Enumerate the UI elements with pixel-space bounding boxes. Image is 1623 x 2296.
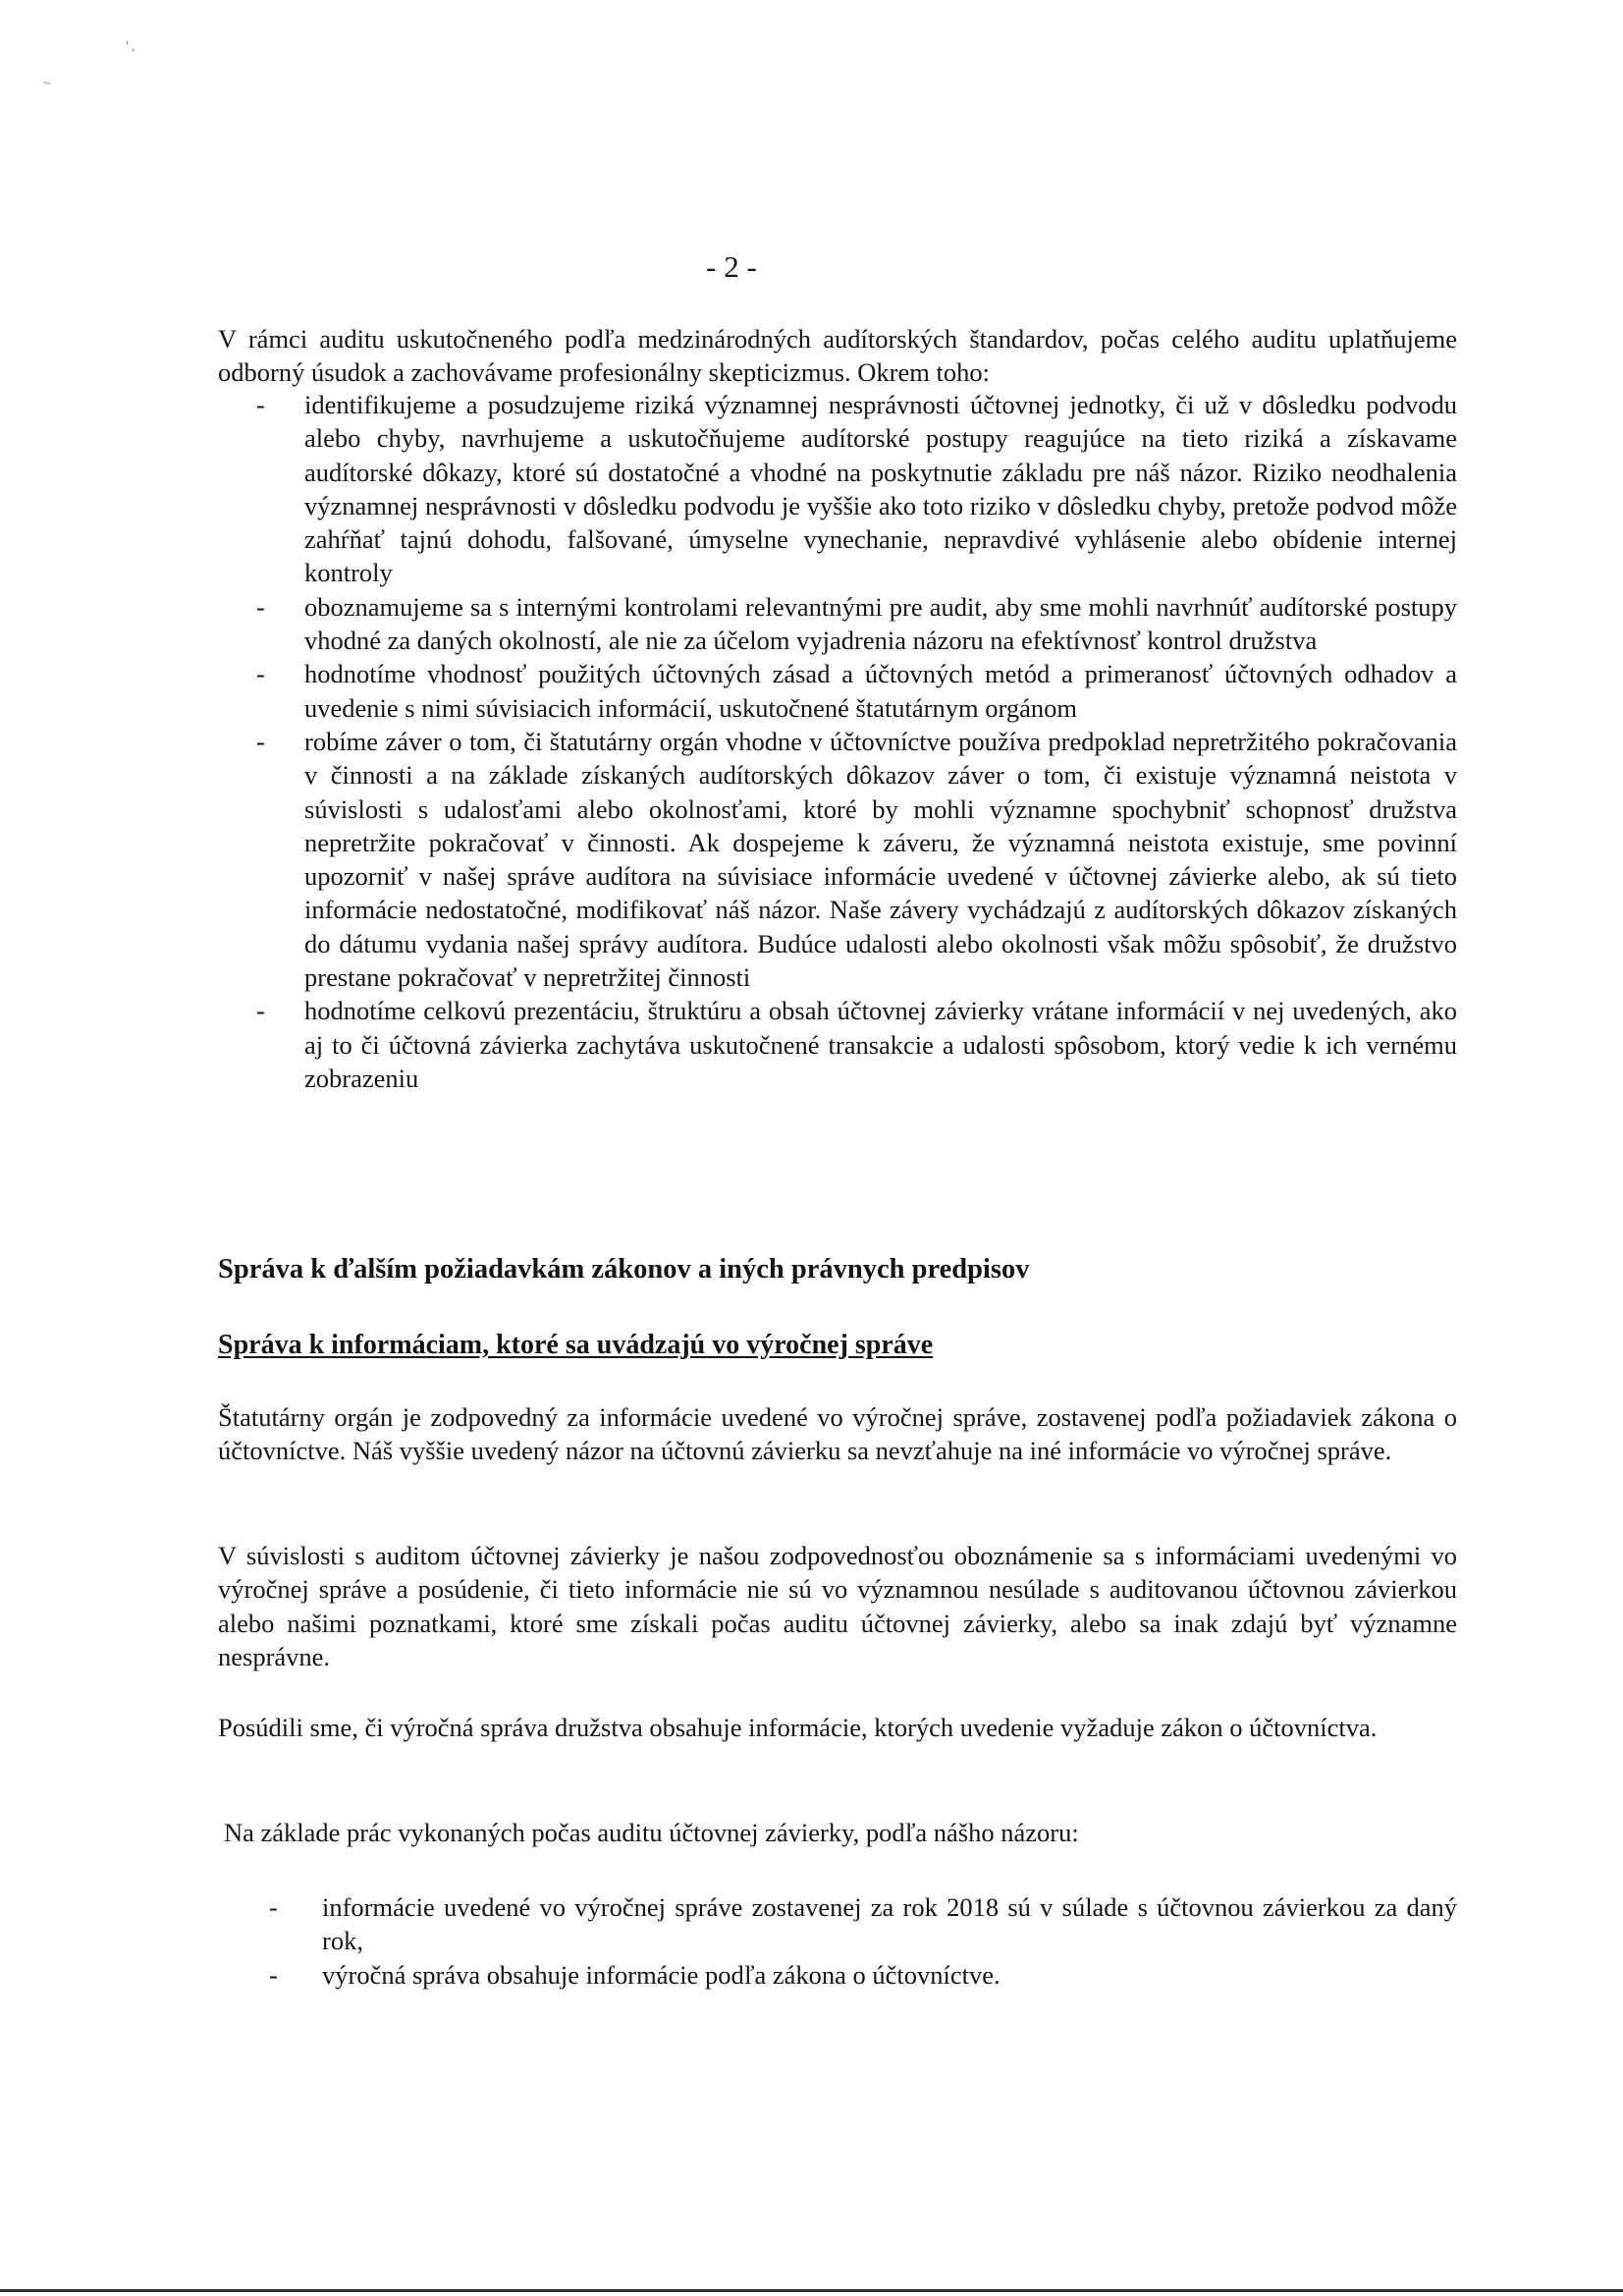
paragraph-conclusion-intro: Na základe prác vykonaných počas auditu účtovnej závierky, podľa nášho názoru: <box>224 1818 1079 1847</box>
bullet-dash: - <box>269 1892 278 1922</box>
conclusions-list <box>218 1890 1457 1992</box>
bullet-dash: - <box>256 591 265 622</box>
bullet-dash: - <box>256 659 265 689</box>
paragraph-auditor-duty: V súvislosti s auditom účtovnej závierky je našou zodpovednosťou oboznámenie sa s informáciami uvedenými vo výročnej správe a posúdenie, či tieto informácie nie sú vo významnou nesúlade s auditovanou účtovnou závierkou alebo našimi poznatkami, ktoré sme získali počas auditu účtovnej závierky, alebo sa inak zdajú byť významne nesprávne. <box>218 1541 1457 1671</box>
audit-procedures-list <box>218 388 1457 1095</box>
list-item <box>218 725 1457 994</box>
bullet-dash: - <box>256 726 265 756</box>
bullet-dash: - <box>256 390 265 419</box>
section-heading: Správa k ďalším požiadavkám zákonov a iných právnych predpisov <box>218 1254 1030 1285</box>
paragraph-assessment: Posúdili sme, či výročná správa družstva obsahuje informácie, ktorých uvedenie vyžaduje zákon o účtovníctva. <box>218 1713 1378 1742</box>
list-item <box>218 590 1457 658</box>
intro-paragraph: V rámci auditu uskutočneného podľa medzinárodných audítorských štandardov, počas celého auditu uplatňujeme odborný úsudok a zachovávame profesionálny skepticizmus. Okrem toho: <box>218 324 1457 388</box>
bullet-dash: - <box>269 1959 278 1990</box>
list-item-text: hodnotíme vhodnosť použitých účtovných zásad a účtovných metód a primeranosť účtovných odhadov a uvedenie s nimi súvisiacich informácií, uskutočnené štatutárnym orgánom <box>304 659 1457 723</box>
list-item-text: robíme záver o tom, či štatutárny orgán vhodne v účtovníctve používa predpoklad nepretržitého pokračovania v činnosti a na základe získaných audítorských dôkazov záver o tom, či existuje významná neistota v súvislosti s udalosťami alebo okolnosťami, ktoré by mohli významne spochybniť schopnosť družstva nepretržite pokračovať v činnosti. Ak dospejeme k záveru, že významná neistota existuje, sme povinní upozorniť v našej správe audítora na súvisiace informácie uvedené v účtovnej závierke alebo, ak sú tieto informácie nedostatočné, modifikovať náš názor. Naše závery vychádzajú z audítorských dôkazov získaných do dátumu vydania našej správy audítora. Budúce udalosti alebo okolnosti však môžu spôsobiť, že družstvo prestane pokračovať v nepretržitej činnosti <box>304 726 1457 993</box>
scan-bottom-edge <box>0 2289 1623 2292</box>
scan-artifact-mark: ' , <box>126 39 135 54</box>
list-item <box>218 1958 1457 1992</box>
list-item <box>218 657 1457 725</box>
page-number: - 2 - <box>706 249 757 284</box>
list-item-text: identifikujeme a posudzujeme riziká významnej nesprávnosti účtovnej jednotky, či už v dôsledku podvodu alebo chyby, navrhujeme a uskutočňujeme audítorské postupy reagujúce na tieto riziká a získavame audítorské dôkazy, ktoré sú dostatočné a vhodné na poskytnutie základu pre náš názor. Riziko neodhalenia významnej nesprávnosti v dôsledku podvodu je vyššie ako toto riziko v dôsledku chyby, pretože podvod môže zahŕňať tajnú dohodu, falšované, úmyselne vynechanie, nepravdivé vyhlásenie alebo obídenie internej kontroly <box>304 390 1457 588</box>
list-item-text: hodnotíme celkovú prezentáciu, štruktúru a obsah účtovnej závierky vrátane informácií v nej uvedených, ako aj to či účtovná závierka zachytáva uskutočnené transakcie a udalosti spôsobom, ktorý vedie k ich vernému zobrazeniu <box>304 996 1457 1093</box>
list-item-text: informácie uvedené vo výročnej správe zostavenej za rok 2018 sú v súlade s účtovnou závierkou za daný rok, <box>322 1892 1457 1956</box>
subsection-heading: Správa k informáciam, ktoré sa uvádzajú vo výročnej správe <box>218 1330 934 1360</box>
list-item <box>218 994 1457 1095</box>
bullet-dash: - <box>256 996 265 1026</box>
list-item-text: oboznamujeme sa s internými kontrolami relevantnými pre audit, aby sme mohli navrhnúť audítorské postupy vhodné za daných okolností, ale nie za účelom vyjadrenia názoru na efektívnosť kontrol družstva <box>304 591 1457 656</box>
paragraph-responsibility: Štatutárny orgán je zodpovedný za informácie uvedené vo výročnej správe, zostavenej podľa požiadaviek zákona o účtovníctve. Náš vyššie uvedený názor na účtovnú závierku sa nevzťahuje na iné informácie vo výročnej správe. <box>218 1402 1457 1466</box>
list-item <box>218 1890 1457 1958</box>
list-item <box>218 388 1457 590</box>
scan-artifact-mark: ~ <box>43 77 51 91</box>
list-item-text: výročná správa obsahuje informácie podľa zákona o účtovníctve. <box>322 1959 1001 1990</box>
